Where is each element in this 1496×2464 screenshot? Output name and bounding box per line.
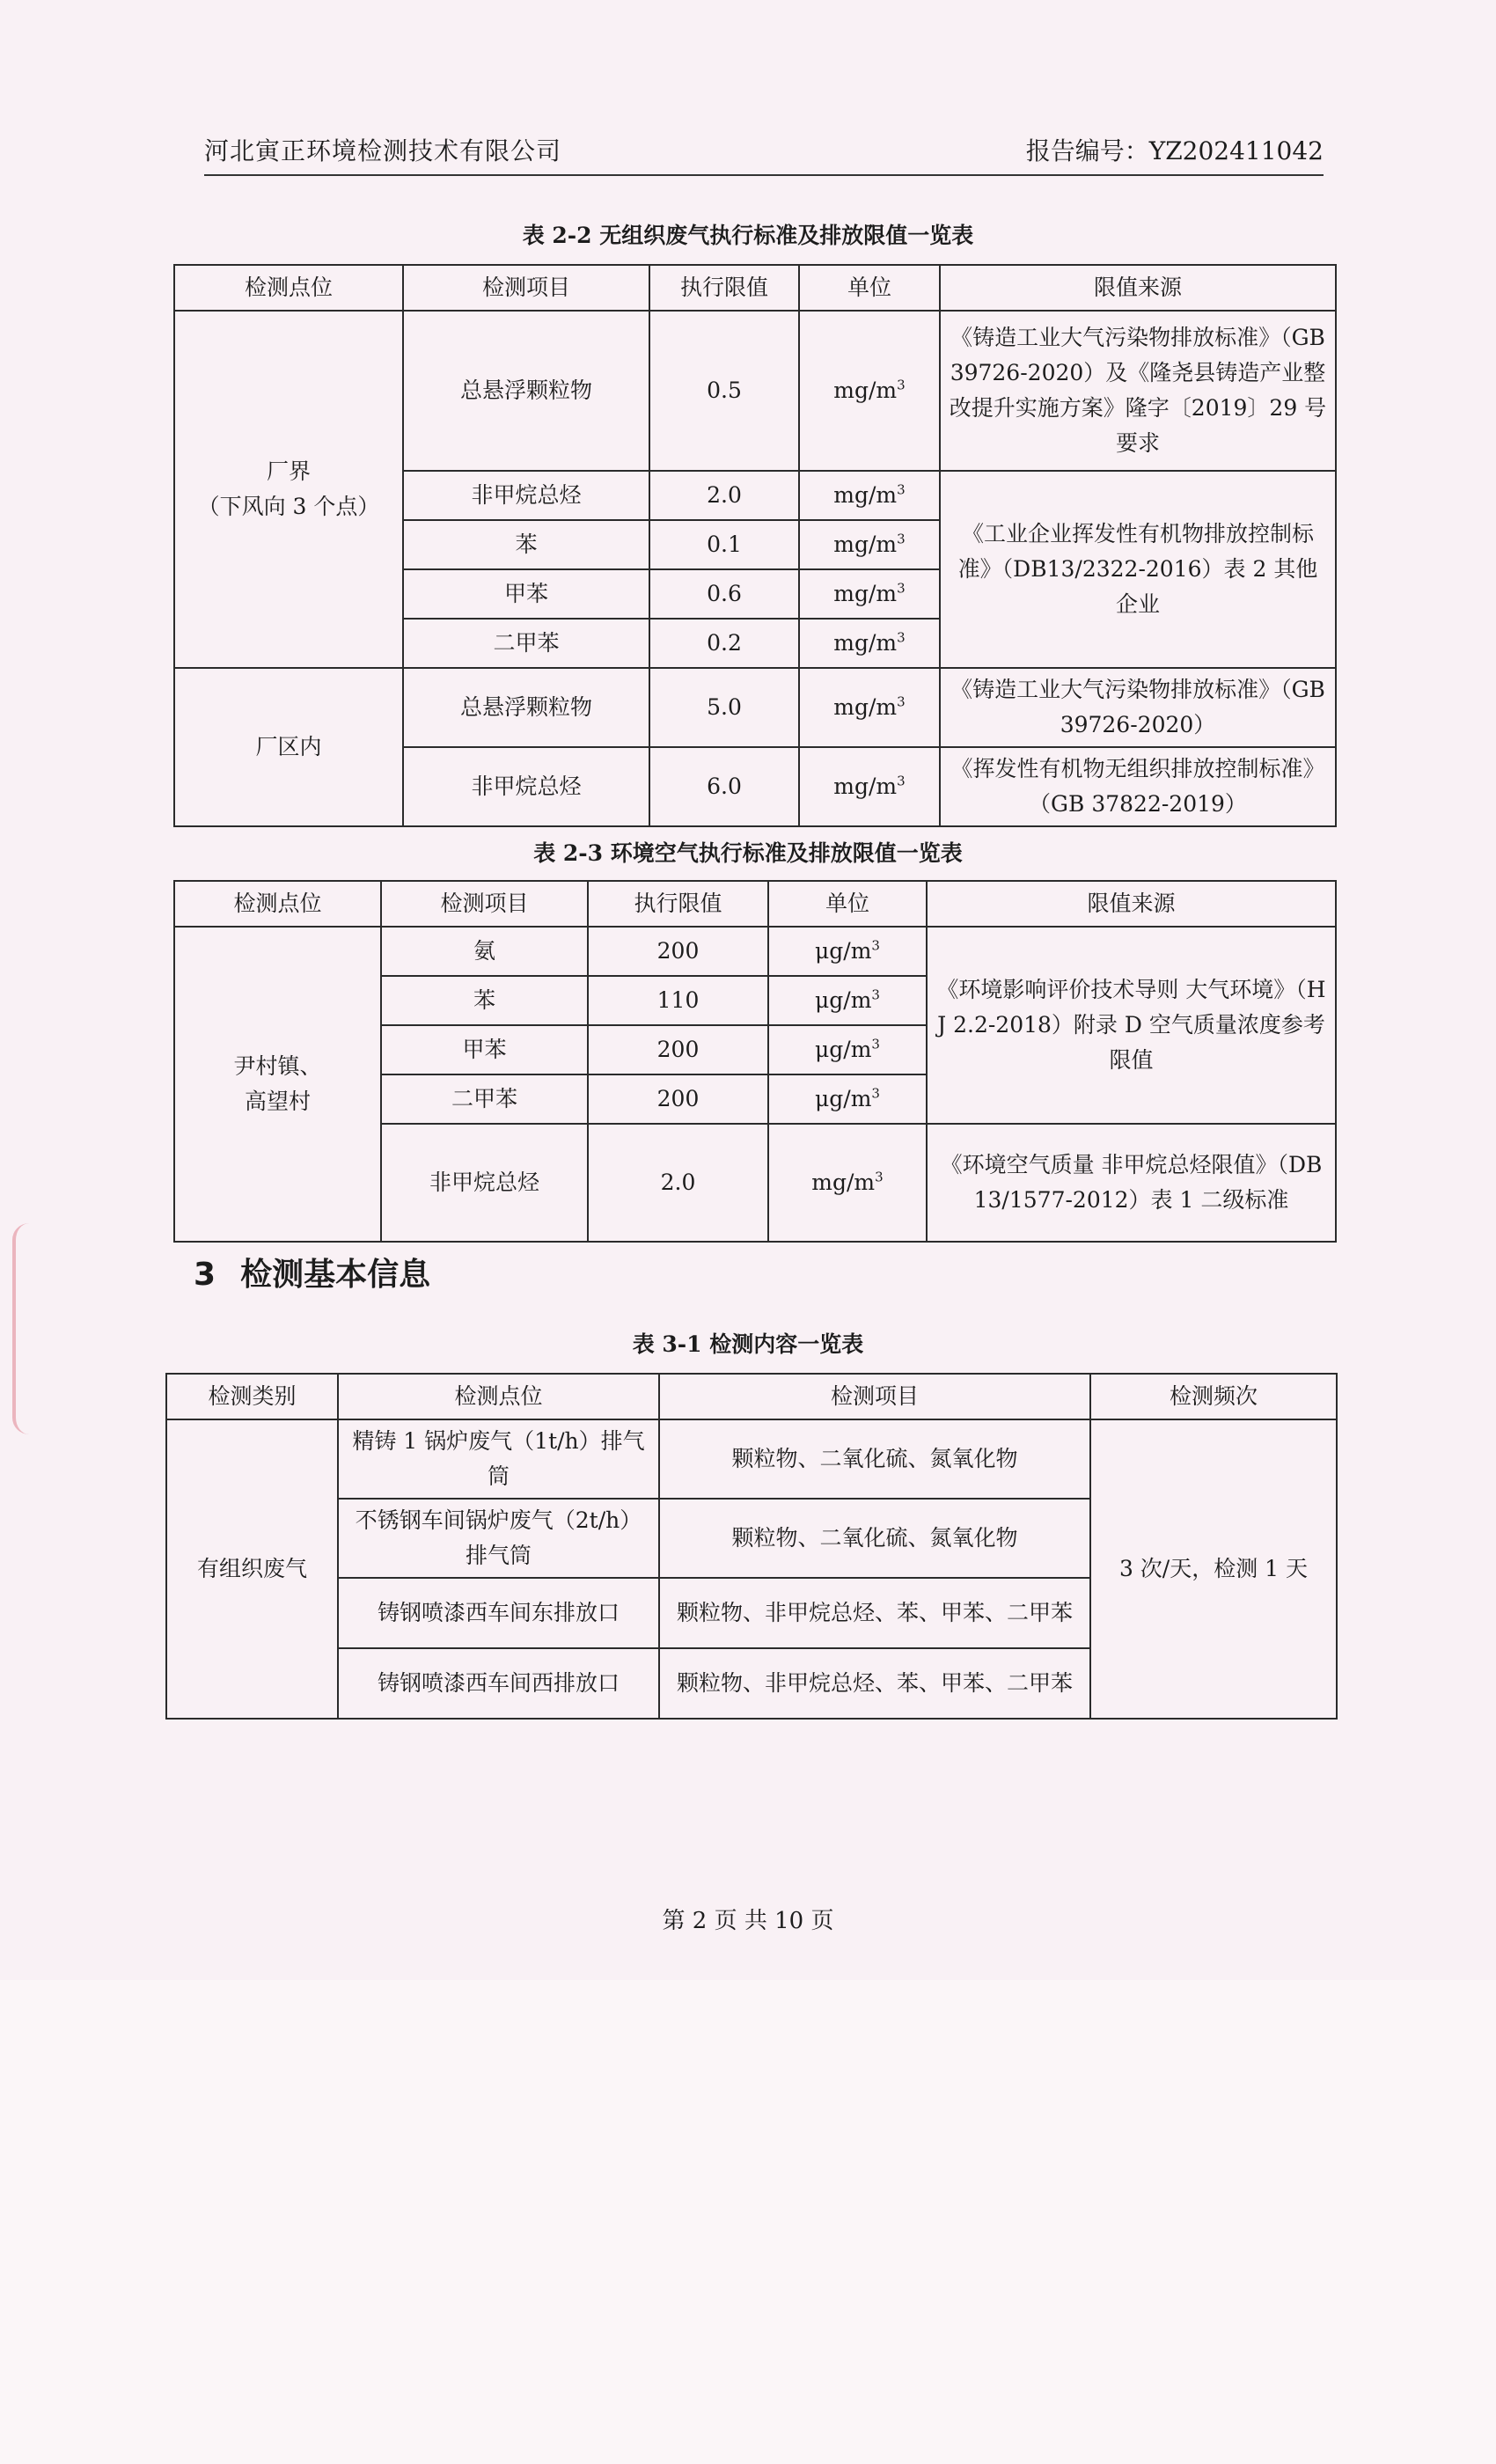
limit-cell: 110 — [588, 976, 768, 1025]
limit-cell: 0.5 — [649, 311, 799, 471]
col-header: 检测项目 — [381, 881, 588, 927]
unit-cell — [799, 520, 940, 569]
category-cell: 有组织废气 — [166, 1419, 338, 1719]
unit-cell — [768, 1124, 927, 1242]
item-cell: 氨 — [381, 927, 588, 976]
unit-text: mg/m — [833, 694, 898, 720]
unit-cell — [799, 619, 940, 668]
company-name: 河北寅正环境检测技术有限公司 — [204, 136, 562, 165]
limit-cell: 200 — [588, 1074, 768, 1124]
table-header-row — [166, 1374, 1337, 1419]
col-header: 执行限值 — [588, 881, 768, 927]
unit-exponent: 3 — [875, 1169, 884, 1185]
page-header — [204, 132, 1324, 176]
unit-cell — [768, 1025, 927, 1074]
col-header: 检测点位 — [174, 265, 403, 311]
table-row — [174, 927, 1336, 976]
source-cell: 《环境影响评价技术导则 大气环境》（HJ 2.2-2018）附录 D 空气质量浓度参考限值 — [927, 927, 1336, 1124]
limit-cell: 5.0 — [649, 668, 799, 747]
items-cell: 颗粒物、非甲烷总烃、苯、甲苯、二甲苯 — [659, 1648, 1090, 1719]
section-title-text: 检测基本信息 — [240, 1257, 431, 1293]
limit-cell: 0.2 — [649, 619, 799, 668]
limit-cell: 2.0 — [649, 471, 799, 520]
col-header: 限值来源 — [940, 265, 1336, 311]
point-cell: 精铸 1 锅炉废气（1t/h）排气筒 — [338, 1419, 659, 1499]
section-number: 3 — [194, 1257, 216, 1293]
location-cell — [174, 311, 403, 668]
col-header: 单位 — [799, 265, 940, 311]
limit-cell: 200 — [588, 1025, 768, 1074]
table-2-3 — [173, 880, 1337, 1243]
unit-exponent: 3 — [871, 986, 880, 1003]
item-cell: 苯 — [403, 520, 649, 569]
unit-text: mg/m — [811, 1170, 876, 1195]
unit-exponent: 3 — [897, 580, 906, 597]
table-header-row — [174, 881, 1336, 927]
unit-cell — [799, 569, 940, 619]
items-cell: 颗粒物、二氧化硫、氮氧化物 — [659, 1419, 1090, 1499]
col-header: 检测点位 — [174, 881, 381, 927]
unit-exponent: 3 — [897, 531, 906, 547]
col-header: 单位 — [768, 881, 927, 927]
table-2-2 — [173, 264, 1337, 827]
source-cell: 《工业企业挥发性有机物排放控制标准》（DB13/2322-2016）表 2 其他企业 — [940, 471, 1336, 668]
report-number: 报告编号：YZ202411042 — [1025, 136, 1324, 165]
limit-cell: 0.6 — [649, 569, 799, 619]
source-cell: 《铸造工业大气污染物排放标准》（GB 39726-2020） — [940, 668, 1336, 747]
unit-exponent: 3 — [897, 481, 906, 498]
unit-exponent: 3 — [897, 377, 906, 393]
limit-cell: 0.1 — [649, 520, 799, 569]
location-line: 高望村 — [244, 1089, 311, 1114]
item-cell: 甲苯 — [381, 1025, 588, 1074]
unit-exponent: 3 — [897, 693, 906, 710]
blank-area — [0, 1980, 1496, 2464]
table-row — [174, 311, 1336, 471]
unit-text: mg/m — [833, 774, 898, 799]
table-2-3-caption: 表 2-3 环境空气执行标准及排放限值一览表 — [533, 840, 963, 866]
unit-text: mg/m — [833, 630, 898, 656]
table-3-1-caption: 表 3-1 检测内容一览表 — [632, 1331, 864, 1357]
table-header-row — [174, 265, 1336, 311]
unit-text: mg/m — [833, 378, 898, 403]
source-cell: 《铸造工业大气污染物排放标准》（GB 39726-2020）及《隆尧县铸造产业整改提升实施方案》隆字〔2019〕29 号要求 — [940, 311, 1336, 471]
table-2-2-caption: 表 2-2 无组织废气执行标准及排放限值一览表 — [522, 223, 974, 248]
location-cell — [174, 927, 381, 1242]
unit-cell — [799, 471, 940, 520]
col-header: 限值来源 — [927, 881, 1336, 927]
item-cell: 总悬浮颗粒物 — [403, 311, 649, 471]
unit-exponent: 3 — [897, 773, 906, 789]
item-cell: 非甲烷总烃 — [403, 747, 649, 826]
unit-text: μg/m — [815, 938, 872, 964]
unit-cell — [799, 747, 940, 826]
item-cell: 二甲苯 — [403, 619, 649, 668]
items-cell: 颗粒物、非甲烷总烃、苯、甲苯、二甲苯 — [659, 1578, 1090, 1648]
location-line: （下风向 3 个点） — [197, 494, 380, 519]
items-cell: 颗粒物、二氧化硫、氮氧化物 — [659, 1499, 1090, 1578]
limit-cell: 6.0 — [649, 747, 799, 826]
section-heading — [194, 1250, 430, 1294]
item-cell: 非甲烷总烃 — [403, 471, 649, 520]
frequency-cell: 3 次/天，检测 1 天 — [1090, 1419, 1337, 1719]
col-header: 检测频次 — [1090, 1374, 1337, 1419]
col-header: 检测点位 — [338, 1374, 659, 1419]
unit-exponent: 3 — [871, 1085, 880, 1102]
unit-exponent: 3 — [871, 1036, 880, 1052]
limit-cell: 200 — [588, 927, 768, 976]
location-line: 尹村镇、 — [233, 1053, 322, 1079]
source-cell: 《挥发性有机物无组织排放控制标准》（GB 37822-2019） — [940, 747, 1336, 826]
unit-cell — [768, 976, 927, 1025]
location-cell: 厂区内 — [174, 668, 403, 826]
point-cell: 铸钢喷漆西车间西排放口 — [338, 1648, 659, 1719]
item-cell: 甲苯 — [403, 569, 649, 619]
item-cell: 二甲苯 — [381, 1074, 588, 1124]
unit-text: mg/m — [833, 581, 898, 606]
table-row — [166, 1419, 1337, 1499]
location-line: 厂界 — [266, 458, 311, 484]
point-cell: 不锈钢车间锅炉废气（2t/h）排气筒 — [338, 1499, 659, 1578]
source-cell: 《环境空气质量 非甲烷总烃限值》（DB 13/1577-2012）表 1 二级标准 — [927, 1124, 1336, 1242]
unit-text: μg/m — [815, 1086, 872, 1111]
unit-text: mg/m — [833, 482, 898, 508]
col-header: 执行限值 — [649, 265, 799, 311]
limit-cell: 2.0 — [588, 1124, 768, 1242]
item-cell: 苯 — [381, 976, 588, 1025]
page-number: 第 2 页 共 10 页 — [662, 1908, 834, 1934]
col-header: 检测项目 — [403, 265, 649, 311]
unit-text: mg/m — [833, 532, 898, 557]
unit-cell — [799, 311, 940, 471]
table-3-1 — [165, 1373, 1338, 1720]
item-cell: 总悬浮颗粒物 — [403, 668, 649, 747]
col-header: 检测类别 — [166, 1374, 338, 1419]
unit-cell — [768, 1074, 927, 1124]
unit-exponent: 3 — [871, 937, 880, 954]
point-cell: 铸钢喷漆西车间东排放口 — [338, 1578, 659, 1648]
table-row — [174, 668, 1336, 747]
unit-cell — [799, 668, 940, 747]
col-header: 检测项目 — [659, 1374, 1090, 1419]
unit-exponent: 3 — [897, 629, 906, 646]
unit-text: μg/m — [815, 987, 872, 1013]
unit-cell — [768, 927, 927, 976]
item-cell: 非甲烷总烃 — [381, 1124, 588, 1242]
unit-text: μg/m — [815, 1037, 872, 1062]
